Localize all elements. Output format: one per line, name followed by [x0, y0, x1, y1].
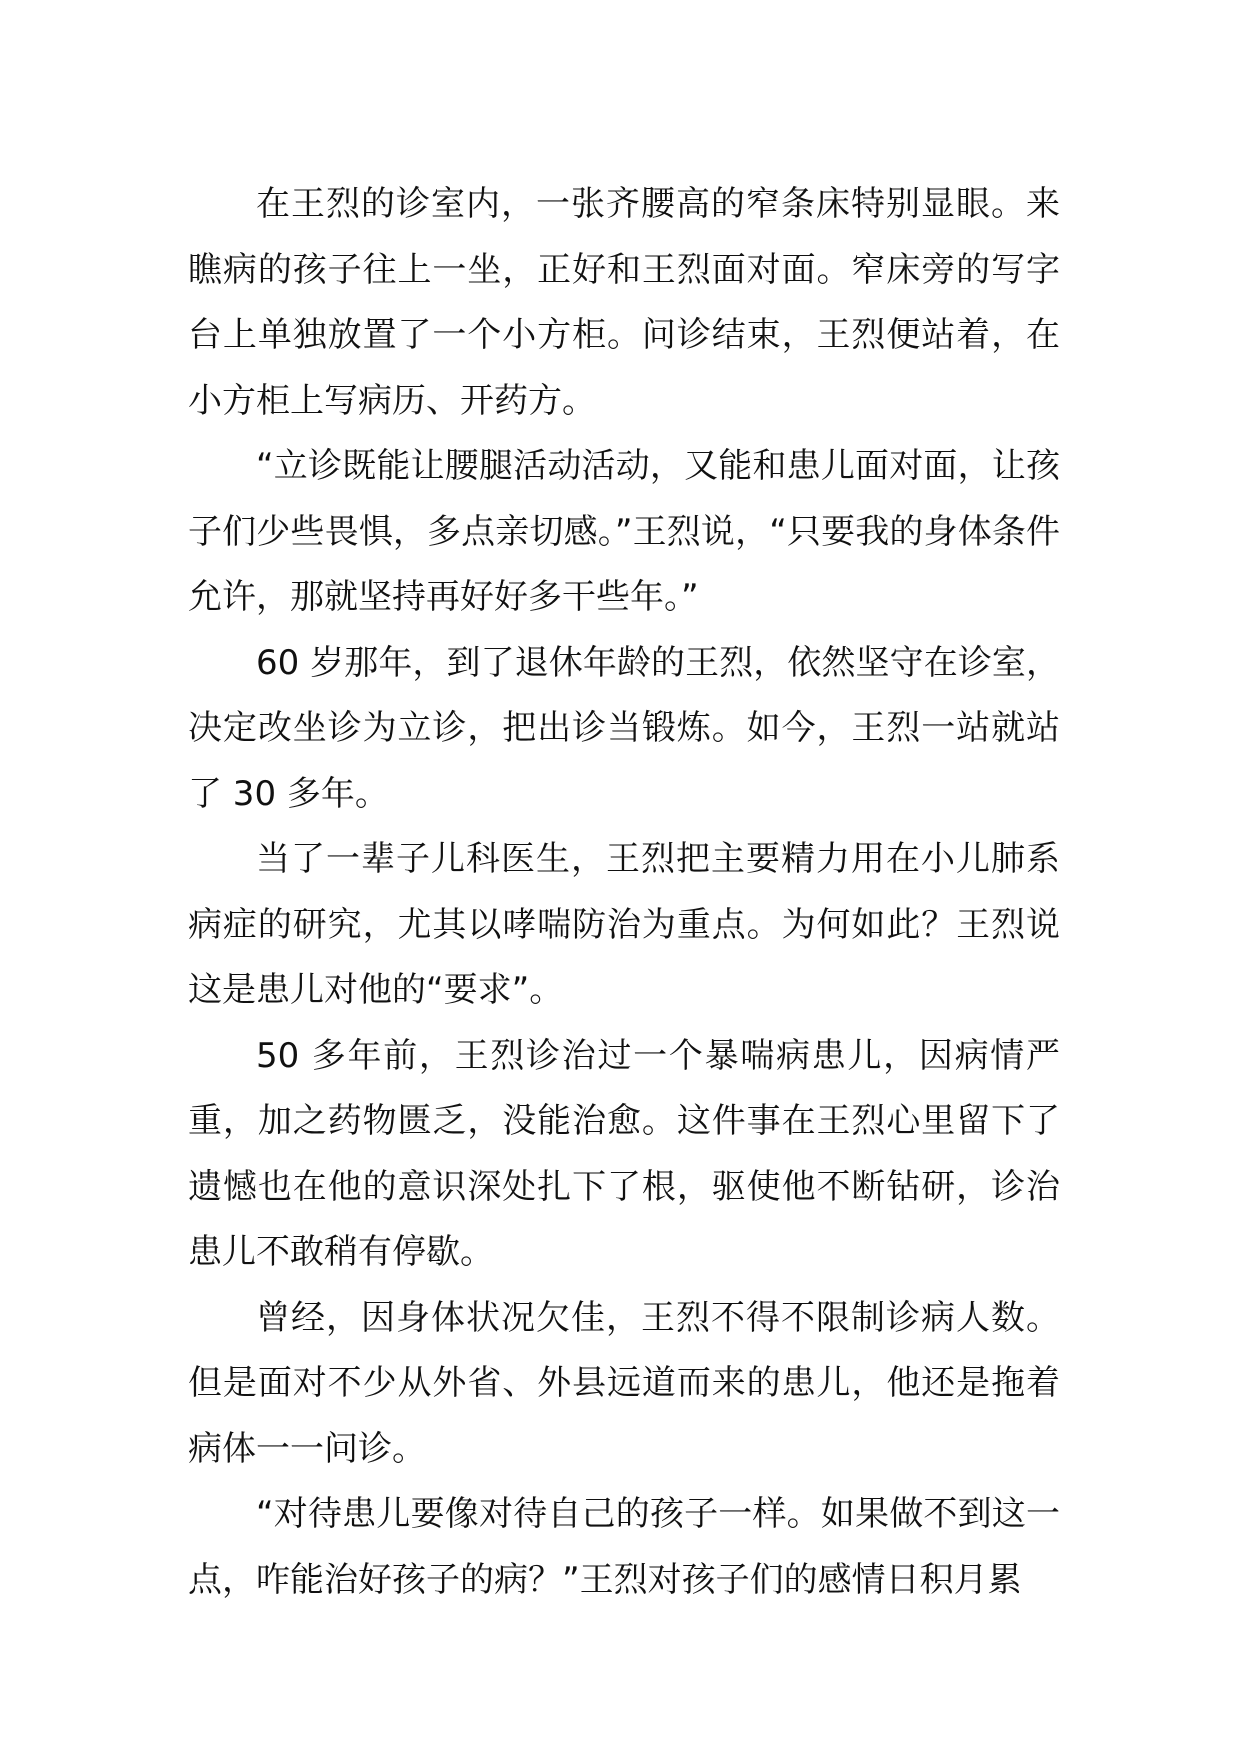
paragraph: “对待患儿要像对待自己的孩子一样。如果做不到这一点，咋能治好孩子的病？”王烈对孩子们的感情日积月累: [188, 1494, 1060, 1600]
paragraph: 在王烈的诊室内，一张齐腰高的窄条床特别显眼。来瞧病的孩子往上一坐，正好和王烈面对面。窄床旁的写字台上单独放置了一个小方柜。问诊结束，王烈便站着，在小方柜上写病历、开药方。: [188, 184, 1060, 421]
paragraph: 50 多年前，王烈诊治过一个暴喘病患儿，因病情严重，加之药物匮乏，没能治愈。这件事在王烈心里留下了遗憾也在他的意识深处扎下了根，驱使他不断钻研，诊治患儿不敢稍有停歇。: [188, 1035, 1060, 1272]
paragraph: 当了一辈子儿科医生，王烈把主要精力用在小儿肺系病症的研究，尤其以哮喘防治为重点。为何如此？王烈说这是患儿对他的“要求”。: [188, 839, 1060, 1010]
paragraph: 曾经，因身体状况欠佳，王烈不得不限制诊病人数。但是面对不少从外省、外县远道而来的患儿，他还是拖着病体一一问诊。: [188, 1297, 1060, 1469]
paragraph: 60 岁那年，到了退休年龄的王烈，依然坚守在诊室，决定改坐诊为立诊，把出诊当锻炼。如今，王烈一站就站了 30 多年。: [188, 642, 1060, 814]
paragraph: “立诊既能让腰腿活动活动，又能和患儿面对面，让孩子们少些畏惧，多点亲切感。”王烈说，“只要我的身体条件允许，那就坚持再好好多干些年。”: [188, 446, 1060, 617]
article-body: [188, 172, 1060, 1613]
